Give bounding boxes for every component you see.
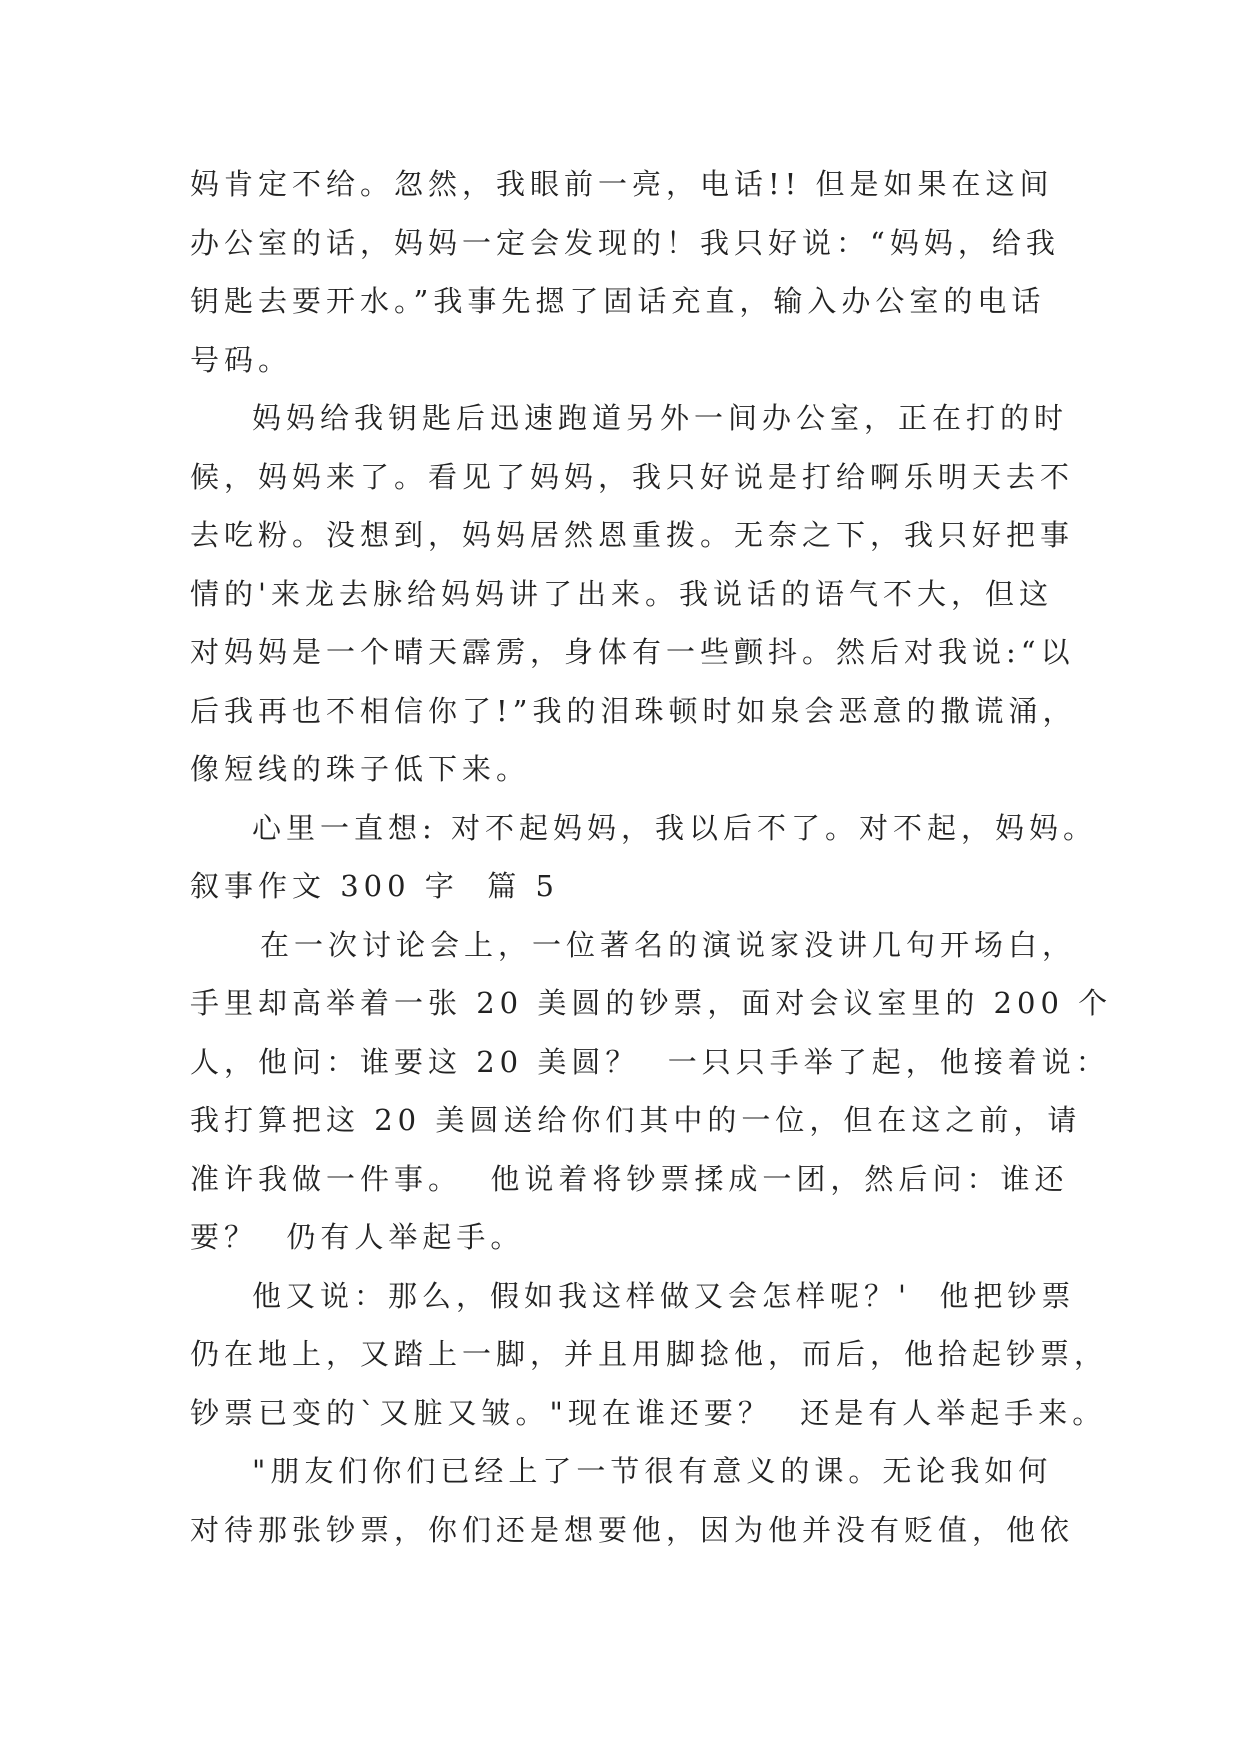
text-line: 对妈妈是一个晴天霹雳，身体有一些颤抖。然后对我说:“以 — [190, 635, 1075, 669]
paragraph-first-line: "朋友们你们已经上了一节很有意义的课。无论我如何 — [252, 1454, 1053, 1488]
text-line: 对待那张钞票，你们还是想要他，因为他并没有贬值，他依 — [190, 1512, 1075, 1547]
text-line: 号码。 — [190, 342, 293, 377]
section-heading: 叙事作文 300 字 篇 5 — [190, 869, 559, 903]
text-line: 候，妈妈来了。看见了妈妈，我只好说是打给啊乐明天去不 — [190, 459, 1075, 494]
text-line: 去吃粉。没想到，妈妈居然恩重拨。无奈之下，我只好把事 — [190, 518, 1075, 552]
paragraph-first-line: 在一次讨论会上，一位著名的演说家没讲几句开场白， — [260, 927, 1077, 962]
text-line: 手里却高举着一张 20 美圆的钞票，面对会议室里的 200 个 — [190, 986, 1113, 1020]
document-page — [190, 155, 1113, 1559]
paragraph-first-line: 心里一直想: 对不起妈妈，我以后不了。对不起，妈妈。 — [252, 810, 1097, 845]
text-line: 情的'来龙去脉给妈妈讲了出来。我说话的语气不大，但这 — [190, 576, 1053, 611]
text-line: 办公室的话，妈妈一定会发现的！我只好说：“妈妈，给我 — [190, 225, 1060, 260]
text-line: 钥匙去要开水。”我事先摁了固话充直，输入办公室的电话 — [190, 284, 1046, 318]
text-line: 妈肯定不给。忽然，我眼前一亮，电话!! 但是如果在这间 — [190, 167, 1054, 201]
text-line: 人，他问：谁要这 20 美圆？ 一只只手举了起，他接着说： — [190, 1044, 1110, 1079]
paragraph-first-line: 妈妈给我钥匙后迅速跑道另外一间办公室，正在打的时 — [252, 401, 1069, 435]
text-line: 要？ 仍有人举起手。 — [190, 1220, 525, 1254]
text-line: 仍在地上，又踏上一脚，并且用脚捻他，而后，他拾起钞票， — [190, 1337, 1109, 1371]
paragraph-first-line: 他又说：那么，假如我这样做又会怎样呢？' 他把钞票 — [252, 1278, 1076, 1313]
text-line: 像短线的珠子低下来。 — [190, 752, 531, 786]
text-line: 钞票已变的`又脏又皱。"现在谁还要？ 还是有人举起手来。 — [190, 1395, 1107, 1430]
text-line: 我打算把这 20 美圆送给你们其中的一位，但在这之前，请 — [190, 1103, 1082, 1137]
text-line: 准许我做一件事。 他说着将钞票揉成一团，然后问：谁还 — [190, 1161, 1069, 1196]
text-line: 后我再也不相信你了!”我的泪珠顿时如泉会恶意的撒谎涌， — [190, 693, 1077, 728]
